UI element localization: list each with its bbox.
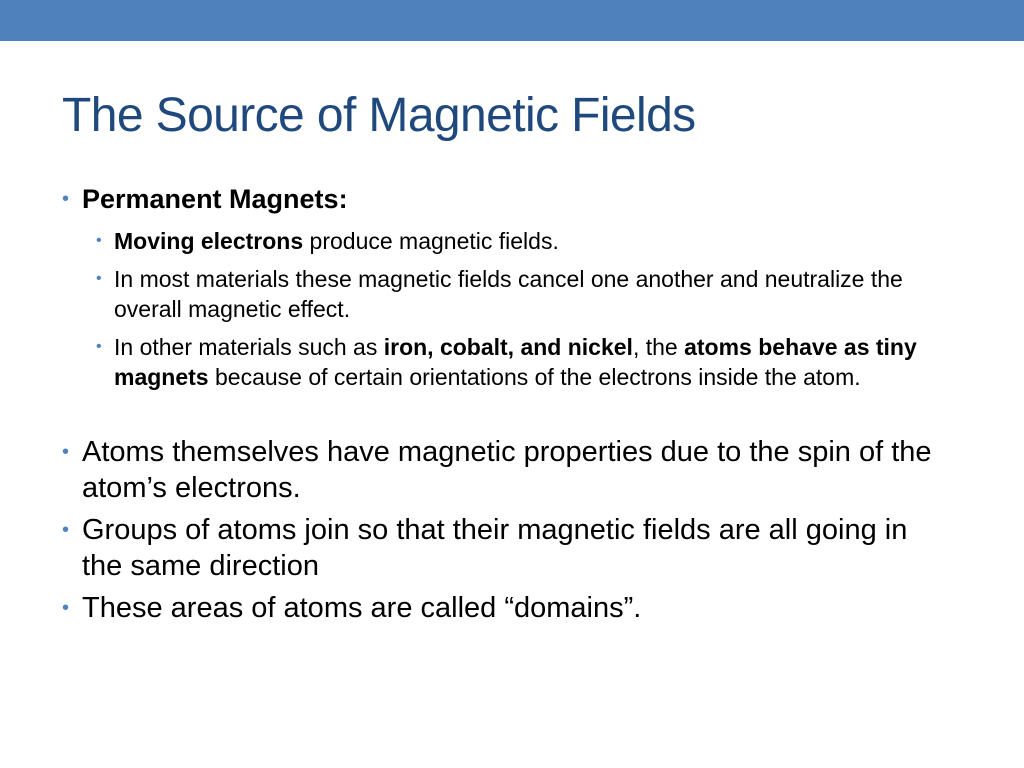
bullet-icon: • [96,270,102,287]
bullet-icon: • [62,519,70,541]
spacer [62,400,952,434]
bullet-list [62,182,952,626]
slide-title: The Source of Magnetic Fields [62,89,696,142]
section-heading: Permanent Magnets: [82,184,348,214]
bullet-text: because of certain orientations of the electrons inside the atom. [208,364,861,390]
bullet-icon: • [62,441,70,463]
bullet-permanent-magnets [62,182,952,392]
top-accent-bar [0,0,1024,41]
sub-bullet-item [94,226,952,256]
slide-body [62,182,952,632]
bullet-item [62,434,952,506]
bold-text: Moving electrons [114,228,304,254]
bullet-text: Atoms themselves have magnetic properties due to the spin of the atom’s electrons. [82,436,932,504]
bullet-icon: • [96,232,102,249]
bullet-text: In most materials these magnetic fields cancel one another and neutralize the overall magnetic effect. [114,266,903,322]
bullet-icon: • [62,188,70,210]
bullet-text: produce magnetic fields. [303,228,559,254]
sub-bullet-item [94,264,952,324]
sub-bullet-list [94,226,952,392]
sub-bullet-item [94,332,952,392]
bullet-text: In other materials such as [114,334,384,360]
bullet-text: These areas of atoms are called “domains”. [82,592,642,624]
bullet-text: , the [632,334,685,360]
bullet-text: Groups of atoms join so that their magnetic fields are all going in the same direction [82,514,908,582]
bold-text: atoms behave as tiny magnets [114,334,917,390]
bullet-item [62,590,952,626]
bullet-icon: • [96,338,102,355]
bold-text: iron, cobalt, and nickel [383,334,633,360]
bullet-icon: • [62,597,70,619]
bullet-item [62,512,952,584]
